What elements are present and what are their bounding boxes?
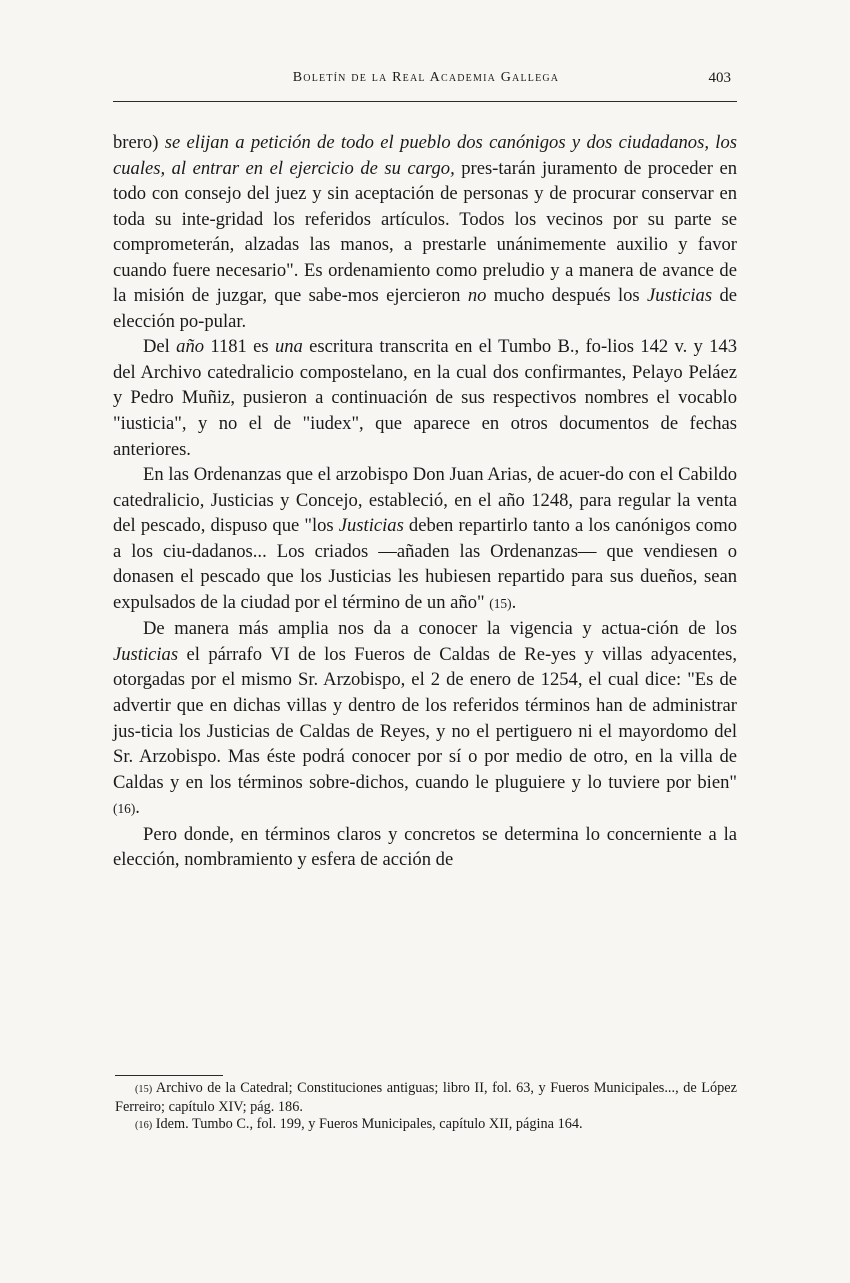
footnotes	[115, 1080, 737, 1135]
footnote-text: Archivo de la Catedral; Constituciones antiguas; libro II, fol. 63, y Fueros Municipales..., de López Ferreiro; capítulo XIV; pág. 186.	[115, 1080, 737, 1115]
text-run: mucho después los	[486, 285, 648, 307]
page-number: 403	[708, 70, 731, 86]
footnote-text: Idem. Tumbo C., fol. 199, y Fueros Municipales, capítulo XII, página 164.	[155, 1116, 583, 1132]
italic-run: se elijan a petición de todo el pueblo dos canónigos y dos ciudadanos, los cuales, al entrar en el ejercicio de su cargo,	[113, 132, 737, 179]
text-run: Del	[143, 336, 177, 358]
text-run: En las Ordenanzas que el arzobispo Don Juan Arias, de acuer-do con el Cabildo catedralicio, Justicias y Concejo, estableció, en el año 1248, para regular la venta del pescado, dispuso que "los	[113, 464, 737, 537]
footnote-marker: (16)	[135, 1120, 153, 1131]
body-text	[113, 130, 737, 873]
paragraph-4	[113, 616, 737, 821]
italic-run: Justicias	[647, 285, 713, 307]
text-run: escritura transcrita en el Tumbo B., fo-lios 142 v. y 143 del Archivo catedralicio compostelano, en la cual dos confirmantes, Pelayo Peláez y Pedro Muñiz, pusieron a continuación de sus respectivos nombres el vocablo "iusticia", y no el de "iudex", que aparece en otros documentos de fechas anteriores.	[113, 336, 738, 460]
footnote-16	[115, 1116, 737, 1135]
text-run: De manera más amplia nos da a conocer la vigencia y actua-ción de los	[143, 618, 737, 640]
text-run: .	[135, 797, 140, 819]
footnote-reference: (16)	[113, 801, 136, 817]
italic-run: año	[176, 336, 205, 358]
text-run: deben repartirlo tanto a los canónigos como a los ciu-dadanos... Los criados —añaden las Ordenanzas— que vendiesen o donasen el pescado que los Justicias les hubiesen repartido para sus dueños, sean expulsados de la ciudad por el término de un año"	[113, 515, 737, 613]
footnote-rule	[115, 1075, 223, 1076]
text-run: brero)	[113, 132, 165, 153]
footnote-15	[115, 1080, 737, 1116]
page-header	[115, 70, 737, 96]
italic-run: Justicias	[338, 515, 404, 537]
footnote-marker: (15)	[135, 1084, 153, 1095]
italic-run: Justicias	[113, 643, 179, 665]
text-run: Pero donde, en términos claros y concretos se determina lo concerniente a la elección, nombramiento y esfera de acción de	[113, 823, 737, 871]
paragraph-3	[113, 462, 737, 616]
text-run: .	[511, 591, 517, 613]
paragraph-2	[113, 334, 737, 462]
running-title: Boletín de la Real Academia Gallega	[292, 70, 560, 85]
text-run: de elección po-pular.	[113, 285, 737, 332]
paragraph-1	[113, 130, 737, 334]
text-run: 1181 es	[204, 336, 275, 358]
header-rule	[113, 101, 737, 102]
italic-run: una	[274, 336, 303, 358]
italic-run: no	[467, 285, 487, 307]
text-run: el párrafo VI de los Fueros de Caldas de Re-yes y villas adyacentes, otorgadas por el mismo Sr. Arzobispo, el 2 de enero de 1254, el cual dice: "Es de advertir que en dichas villas y dentro de los referidos términos han de administrar jus-ticia los Justicias de Caldas de Reyes, y no el pertiguero ni el mayordomo del Sr. Arzobispo. Mas éste podrá conocer por sí o por medio de otro, en la villa de Caldas y en los términos sobre-dichos, cuando le pluguiere y lo tuviere por bien"	[113, 643, 737, 793]
text-run: pres-tarán juramento de proceder en todo con consejo del juez y sin aceptación de personas y de procurar conservar en toda su inte-gridad los referidos artículos. Todos los vecinos por su parte se comprometerán, alzadas las manos, a prestarle unánimemente auxilio y favor cuando fuere necesario". Es ordenamiento como preludio y a manera de avance de la misión de juzgar, que sabe-mos ejercieron	[113, 157, 737, 307]
footnote-reference: (15)	[489, 595, 512, 611]
paragraph-5	[113, 822, 737, 873]
